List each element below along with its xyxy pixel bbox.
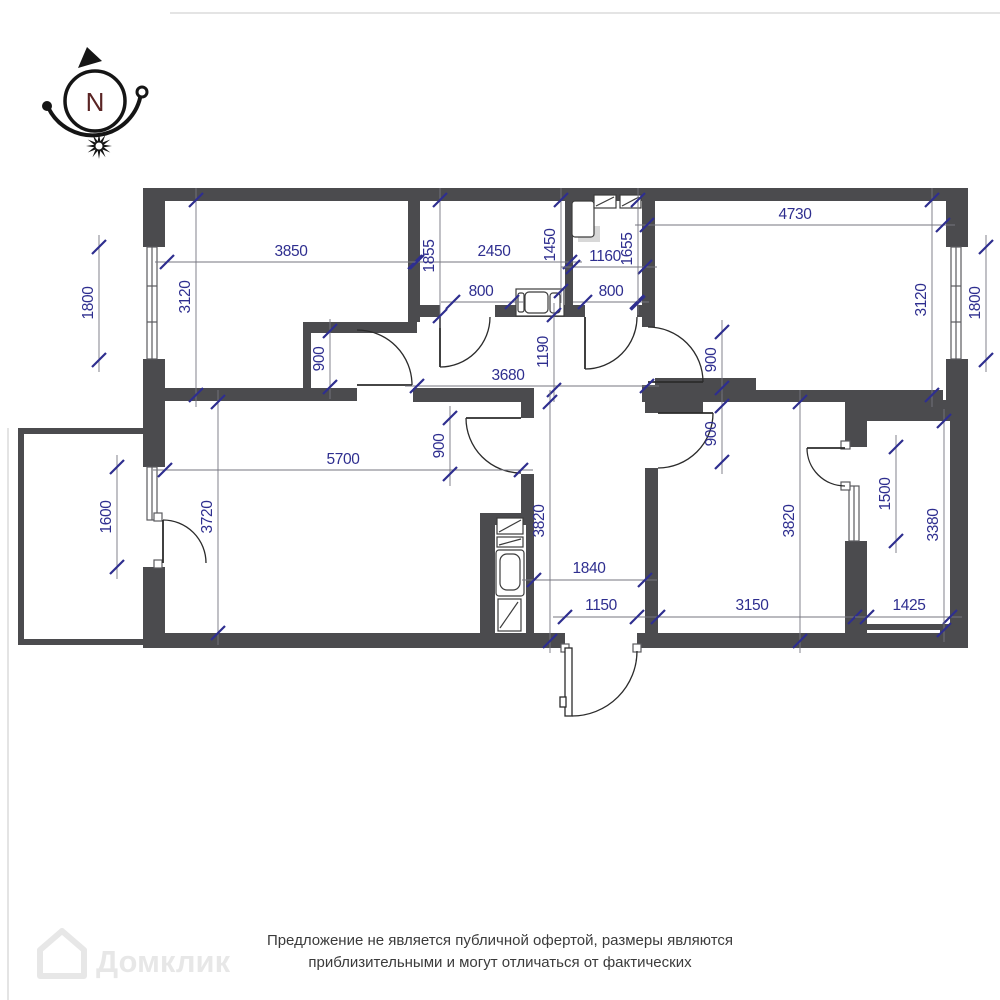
door-wc	[585, 317, 637, 369]
dimension-label: 1655	[619, 232, 636, 266]
dimension-label: 3120	[913, 283, 930, 317]
disclaimer-line-1: Предложение не является публичной офертой, размеры являются	[266, 932, 734, 949]
dimension-label: 1150	[585, 597, 617, 614]
window-right-balcony	[849, 486, 859, 541]
dimension-label: 3720	[199, 500, 216, 534]
dimension-label: 3820	[781, 504, 798, 538]
door-kitchen	[440, 317, 490, 367]
dimension-label: 3120	[177, 280, 194, 314]
dimension-label: 900	[311, 346, 328, 372]
door-entrance	[560, 648, 637, 716]
dimension-label: 1450	[542, 228, 559, 262]
dimension-label: 1190	[535, 336, 552, 368]
dimension-label: 1425	[892, 597, 926, 614]
domclick-brand-label: Домклик	[96, 944, 231, 979]
dimension-label: 900	[703, 421, 720, 447]
dimension-label: 1160	[589, 248, 621, 265]
window-left	[147, 247, 157, 359]
dimension-label: 900	[431, 433, 448, 459]
dimension-label: 1855	[421, 239, 438, 273]
dimension-label: 3150	[735, 597, 769, 614]
dimension-label: 3380	[925, 508, 942, 542]
compass-north-label: N	[85, 87, 105, 117]
dimension-label: 3850	[274, 243, 308, 260]
dimension-label: 900	[703, 347, 720, 373]
compass-rose	[42, 47, 147, 159]
door-nook-living	[357, 330, 412, 385]
dimension-label: 800	[598, 283, 624, 300]
dimension-label: 5700	[326, 451, 360, 468]
dimension-label: 1500	[877, 477, 894, 511]
window-left-balcony	[147, 467, 157, 520]
dimension-label: 1800	[80, 286, 97, 320]
dimension-label: 800	[468, 283, 494, 300]
dimension-label: 1800	[967, 286, 984, 320]
disclaimer-text	[0, 930, 1000, 974]
door-living-room	[466, 418, 521, 473]
dimension-label: 4730	[778, 206, 812, 223]
window-right	[951, 247, 961, 359]
door-top-right-room	[648, 327, 703, 382]
door-right-balcony	[807, 448, 845, 486]
disclaimer-line-2: приблизительными и могут отличаться от фактических	[308, 954, 692, 971]
dimension-label: 3820	[531, 504, 548, 538]
bathroom-fixtures-shaft	[496, 518, 524, 631]
dimension-label: 1600	[98, 500, 115, 534]
compass-north-arrow-icon	[78, 47, 102, 68]
dimension-label: 2450	[477, 243, 511, 260]
dimension-label: 3680	[491, 367, 525, 384]
dimension-label: 1840	[572, 560, 606, 577]
